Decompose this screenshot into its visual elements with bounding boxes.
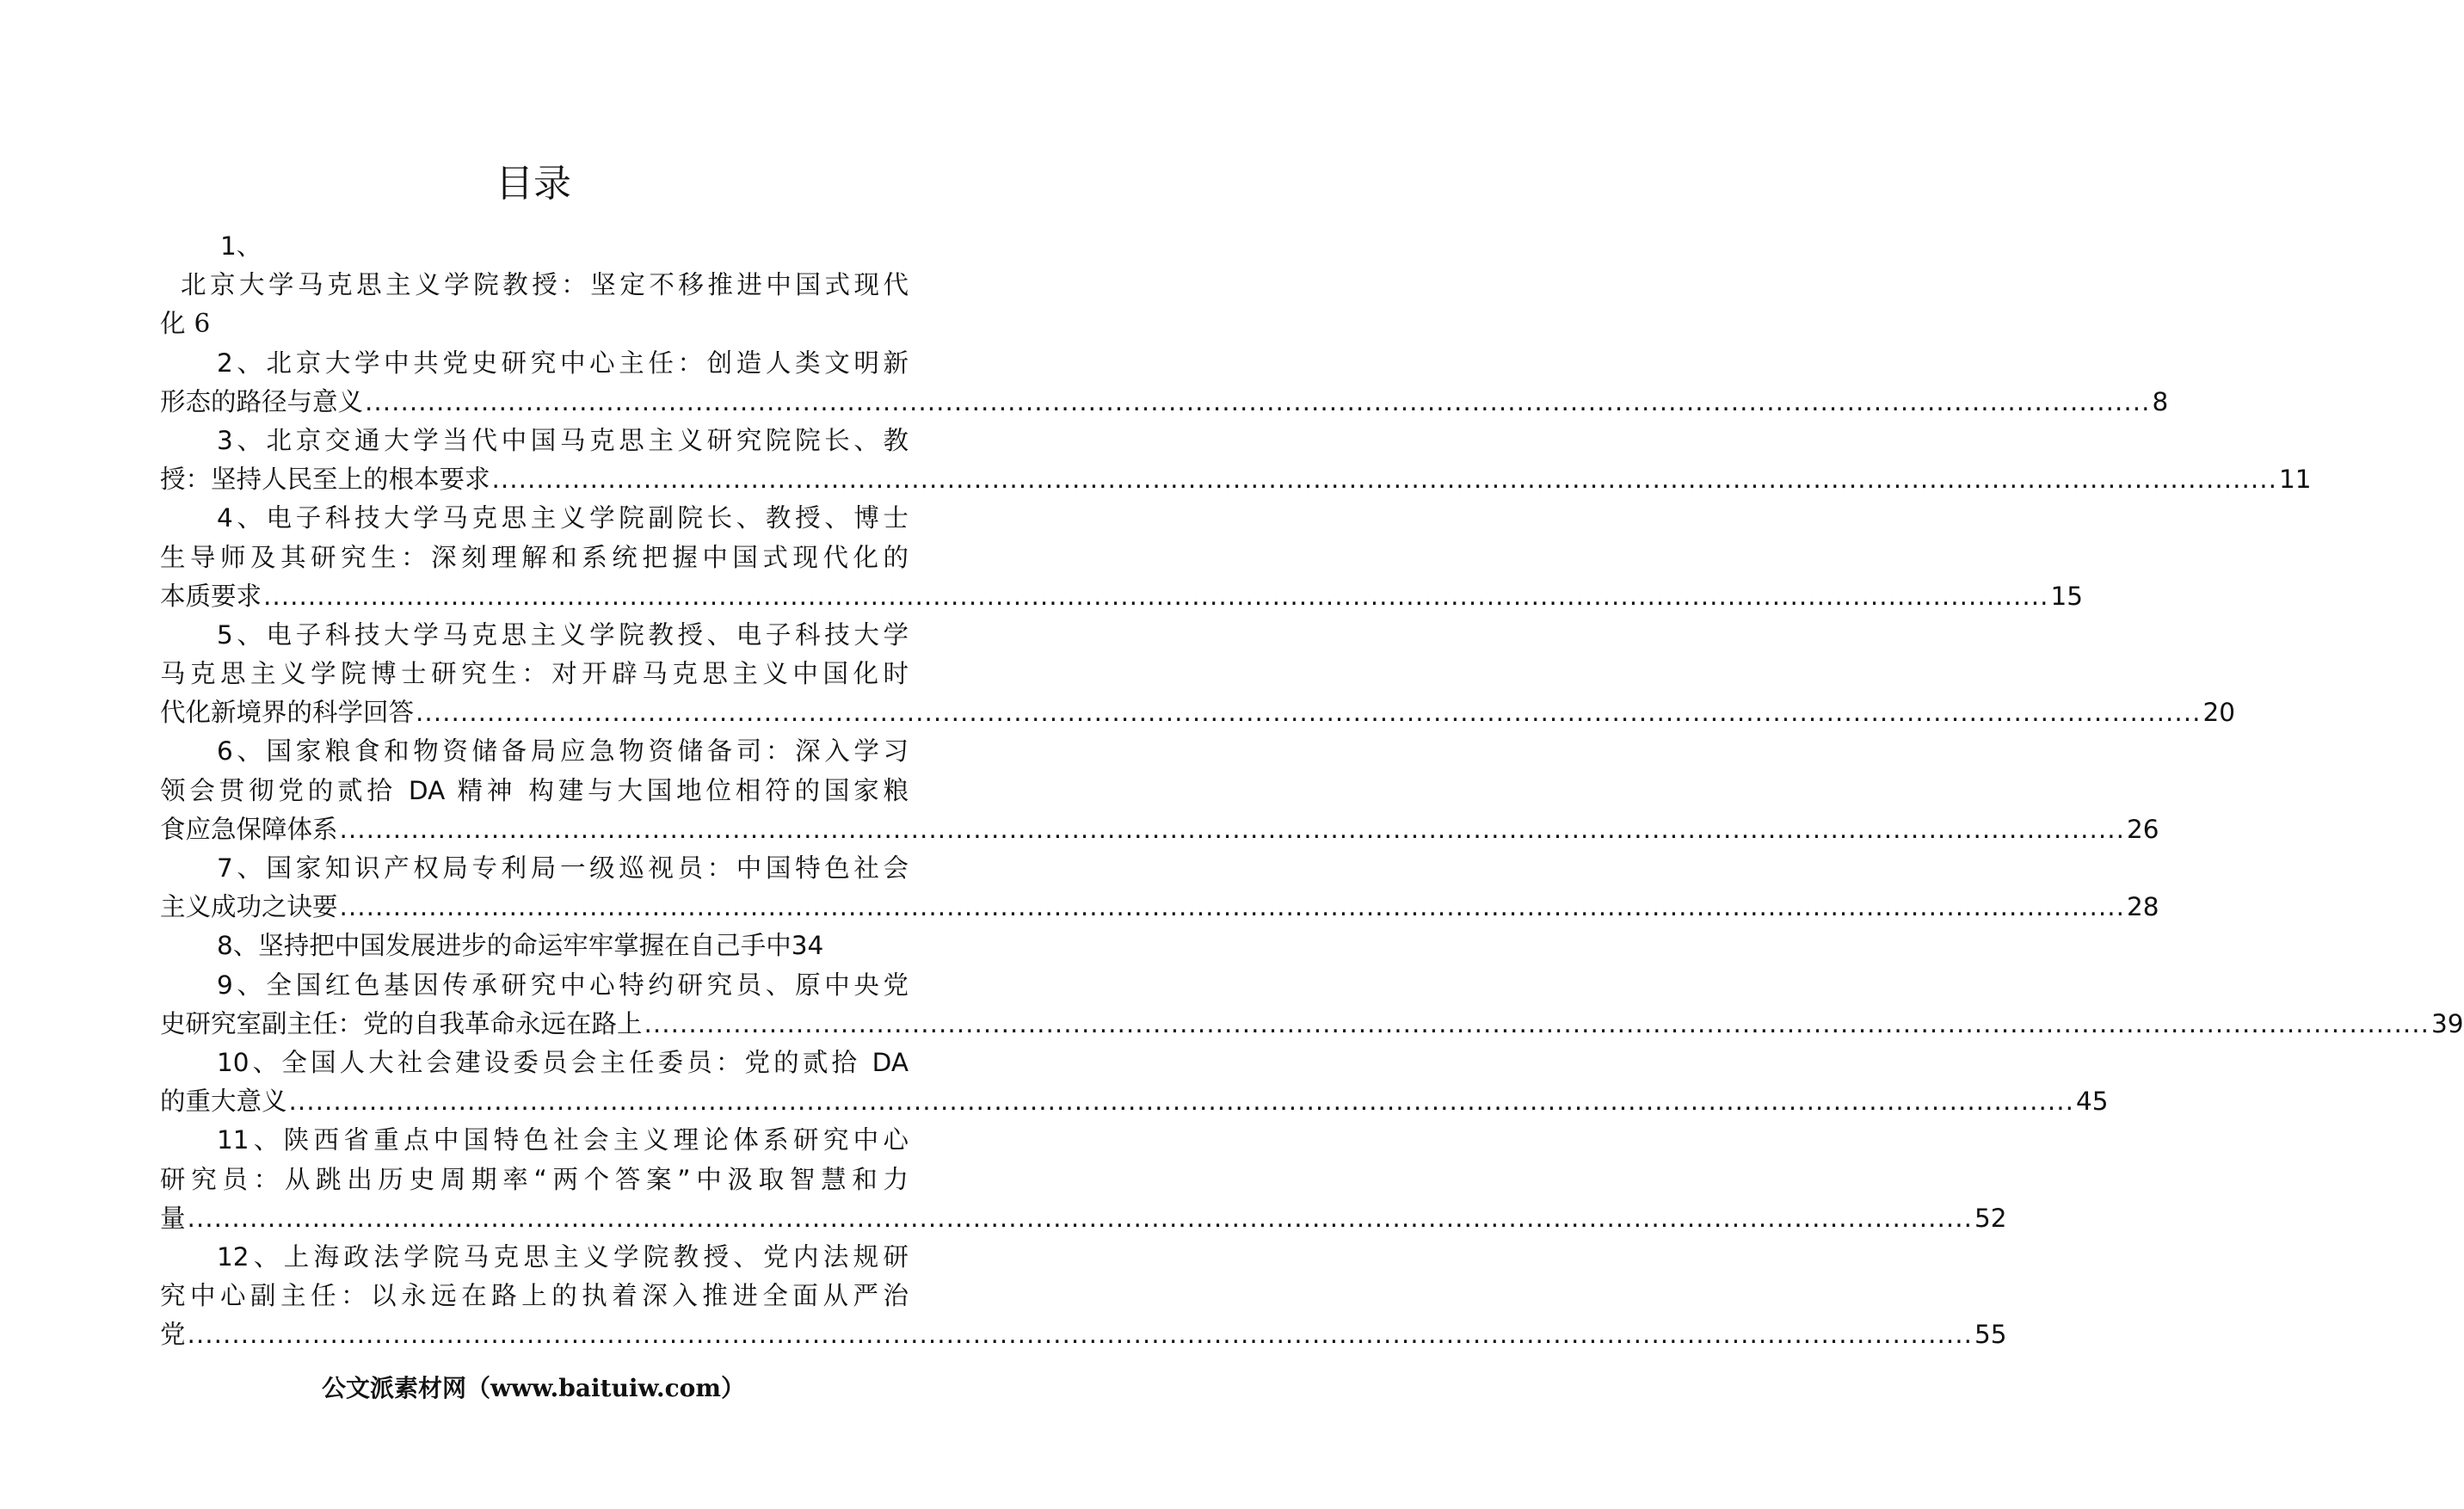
toc-page-number: 28 (2126, 892, 2159, 922)
toc-entry-4[interactable] (160, 499, 2084, 616)
toc-leader-dots: ........................................................................................................................................................................................................ (187, 1320, 1973, 1350)
toc-entry-text: 食应急保障体系 (160, 814, 338, 844)
toc-page-number: 20 (2202, 698, 2236, 728)
toc-entry-text: 史研究室副主任：党的自我革命永远在路上 (160, 1008, 643, 1038)
toc-entry-text: 主义成功之诀要 (160, 892, 338, 922)
toc-entry-5[interactable] (160, 616, 2236, 733)
toc-entry-text: 授：坚持人民至上的根本要求 (160, 465, 490, 495)
toc-entry-text: 5、电子科技大学马克思主义学院教授、电子科技大学 (217, 619, 909, 650)
toc-entry-11[interactable] (160, 1121, 2007, 1238)
toc-entry-text: 8、坚持把中国发展进步的命运牢牢掌握在自己手中 (217, 931, 792, 961)
toc-leader-dots: ........................................................................................................................................................................................................ (187, 1203, 1973, 1233)
toc-entry-text: 究中心副主任：以永远在路上的执着深入推进全面从严治 (160, 1281, 909, 1311)
toc-entry-text: 生导师及其研究生：深刻理解和系统把握中国式现代化的 (160, 542, 909, 572)
toc-entry-text: 化 (160, 309, 186, 339)
toc-entry-1[interactable] (160, 227, 909, 344)
page-title: 目录 (496, 162, 571, 206)
toc-entry-text: 马克思主义学院博士研究生：对开辟马克思主义中国化时 (160, 659, 909, 689)
toc-entry-3[interactable] (160, 422, 2312, 499)
toc-entry-text: 本质要求 (160, 581, 262, 611)
toc-entry-text: 的重大意义 (160, 1087, 287, 1117)
toc-leader-dots: ........................................................................................................................................................................................................ (644, 1008, 2430, 1038)
toc-entry-text: 9、全国红色基因传承研究中心特约研究员、原中央党 (217, 970, 909, 1000)
toc-entry-12[interactable] (160, 1238, 2007, 1355)
toc-page-number: 45 (2075, 1087, 2109, 1117)
toc-entry-text: 10、全国人大社会建设委员会主任委员：党的贰拾 DA (217, 1047, 909, 1077)
toc-page-number: 8 (2152, 386, 2169, 416)
toc-entry-text: 形态的路径与意义 (160, 386, 364, 416)
toc-entry-text: 量 (160, 1203, 186, 1233)
toc-page-number: 26 (2126, 814, 2159, 844)
toc-entry-9[interactable] (160, 966, 2464, 1044)
toc-entry-text: 7、国家知识产权局专利局一级巡视员：中国特色社会 (217, 853, 909, 883)
footer-watermark: 公文派素材网（www.baituiw.com） (322, 1374, 745, 1402)
toc-entry-10[interactable] (160, 1044, 2109, 1121)
toc-leader-dots: ........................................................................................................................................................................................................ (263, 581, 2049, 611)
toc-entry-7[interactable] (160, 849, 2159, 927)
toc-leader-dots: ........................................................................................................................................................................................................ (491, 465, 2277, 495)
toc-entry-text: 6、国家粮食和物资储备局应急物资储备司：深入学习 (217, 736, 909, 767)
toc-entry-text: 2、北京大学中共党史研究中心主任：创造人类文明新 (217, 348, 909, 378)
toc-page-number: 39 (2430, 1008, 2464, 1038)
toc-entry-text: 北京大学马克思主义学院教授：坚定不移推进中国式现代 (181, 270, 909, 300)
toc-leader-dots: ........................................................................................................................................................................................................ (416, 698, 2202, 728)
toc-entry-6[interactable] (160, 732, 2159, 849)
toc-entry-text: 1、 (220, 231, 262, 261)
toc-page-number: 6 (194, 309, 211, 339)
toc-page-number: 34 (791, 931, 824, 961)
toc-leader-dots: ........................................................................................................................................................................................................ (339, 892, 2125, 922)
toc-page-number: 11 (2278, 465, 2312, 495)
toc-entry-text: 党 (160, 1320, 186, 1350)
toc-entry-text: 4、电子科技大学马克思主义学院副院长、教授、博士 (217, 503, 909, 533)
toc-entry-text: 3、北京交通大学当代中国马克思主义研究院院长、教 (217, 425, 909, 455)
toc-entry-text: 研究员：从跳出历史周期率“两个答案”中汲取智慧和力 (160, 1164, 909, 1194)
toc-leader-dots: ........................................................................................................................................................................................................ (288, 1087, 2074, 1117)
toc-entry-text: 领会贯彻党的贰拾 DA 精神 构建与大国地位相符的国家粮 (160, 775, 909, 805)
table-of-contents (160, 227, 2464, 1354)
toc-leader-dots: ........................................................................................................................................................................................................ (365, 386, 2151, 416)
toc-entry-text: 11、陕西省重点中国特色社会主义理论体系研究中心 (217, 1125, 909, 1155)
toc-entry-2[interactable] (160, 344, 2169, 422)
toc-page-number: 52 (1974, 1203, 2007, 1233)
toc-entry-text: 代化新境界的科学回答 (160, 698, 415, 728)
toc-page-number: 15 (2050, 581, 2084, 611)
toc-entry-text: 12、上海政法学院马克思主义学院教授、党内法规研 (217, 1241, 909, 1272)
toc-page-number: 55 (1974, 1320, 2007, 1350)
toc-leader-dots: ........................................................................................................................................................................................................ (339, 814, 2125, 844)
toc-entry-8[interactable] (160, 927, 909, 965)
